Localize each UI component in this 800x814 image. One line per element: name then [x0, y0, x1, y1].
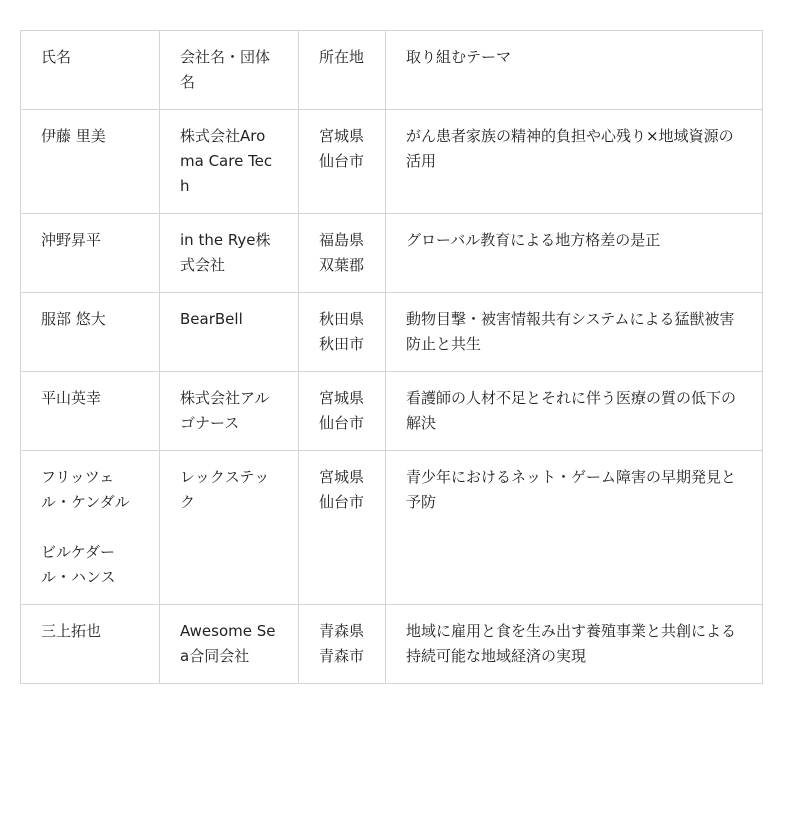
cell-company: 株式会社アルゴナース	[160, 372, 299, 451]
person-name: ビルケダール・ハンス	[41, 543, 116, 586]
cell-location: 宮城県仙台市	[299, 110, 386, 214]
cell-company: BearBell	[160, 293, 299, 372]
table-header-row	[21, 31, 763, 110]
cell-theme: グローバル教育による地方格差の是正	[386, 214, 763, 293]
header-name: 氏名	[21, 31, 160, 110]
cell-theme: 動物目撃・被害情報共有システムによる猛獣被害防止と共生	[386, 293, 763, 372]
cell-name	[21, 372, 160, 451]
cell-name	[21, 110, 160, 214]
header-company: 会社名・団体名	[160, 31, 299, 110]
cell-theme: 看護師の人材不足とそれに伴う医療の質の低下の解決	[386, 372, 763, 451]
person-name: 沖野昇平	[41, 231, 102, 249]
person-name: 平山英幸	[41, 389, 102, 407]
name-spacer	[41, 515, 139, 540]
cell-company: Awesome Sea合同会社	[160, 605, 299, 684]
table-row	[21, 372, 763, 451]
cell-location: 秋田県秋田市	[299, 293, 386, 372]
table-row	[21, 110, 763, 214]
cell-name	[21, 605, 160, 684]
header-location: 所在地	[299, 31, 386, 110]
participants-table-container	[20, 30, 762, 684]
person-name: フリッツェル・ケンダル	[41, 468, 130, 511]
participants-table	[20, 30, 763, 684]
header-theme: 取り組むテーマ	[386, 31, 763, 110]
cell-name	[21, 214, 160, 293]
cell-company: 株式会社Aroma Care Tech	[160, 110, 299, 214]
cell-company: in the Rye株式会社	[160, 214, 299, 293]
table-row	[21, 214, 763, 293]
cell-name	[21, 451, 160, 605]
person-name: 三上拓也	[41, 622, 102, 640]
cell-name	[21, 293, 160, 372]
person-name: 服部 悠大	[41, 310, 106, 328]
cell-company: レックステック	[160, 451, 299, 605]
person-name: 伊藤 里美	[41, 127, 106, 145]
cell-location: 宮城県仙台市	[299, 451, 386, 605]
cell-location: 福島県双葉郡	[299, 214, 386, 293]
cell-location: 宮城県仙台市	[299, 372, 386, 451]
table-row	[21, 605, 763, 684]
cell-theme: がん患者家族の精神的負担や心残り×地域資源の活用	[386, 110, 763, 214]
cell-location: 青森県青森市	[299, 605, 386, 684]
cell-theme: 地域に雇用と食を生み出す養殖事業と共創による持続可能な地域経済の実現	[386, 605, 763, 684]
cell-theme: 青少年におけるネット・ゲーム障害の早期発見と予防	[386, 451, 763, 605]
table-row	[21, 293, 763, 372]
table-row	[21, 451, 763, 605]
